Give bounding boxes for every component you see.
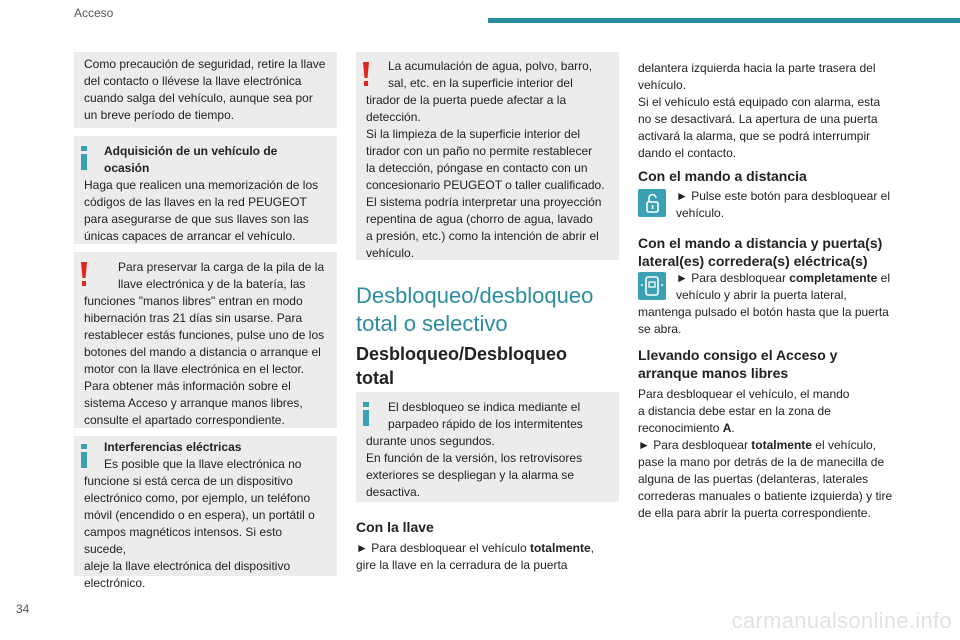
heading-with-key: Con la llave bbox=[356, 519, 434, 535]
text-line: funciones "manos libres" entran en modo bbox=[84, 294, 303, 308]
text-line: vehículo y abrir la puerta lateral, bbox=[676, 288, 847, 302]
warning-icon bbox=[362, 62, 370, 86]
note-box-precaution bbox=[74, 52, 337, 128]
heading-sliding-door bbox=[638, 234, 882, 270]
header-accent-bar bbox=[488, 18, 960, 23]
text-line: se abra. bbox=[638, 322, 682, 336]
paragraph-hands-free bbox=[638, 386, 938, 522]
text-line: activará la alarma, que se podrá interrumpir bbox=[638, 129, 871, 143]
info-box-interference bbox=[74, 436, 337, 590]
text-line: Es posible que la llave electrónica no bbox=[104, 457, 302, 471]
text-run: . bbox=[731, 421, 735, 435]
paragraph-sliding-door bbox=[638, 270, 938, 338]
text-run: el bbox=[877, 271, 890, 285]
text-line: botones del mando a distancia o arranque el bbox=[84, 345, 321, 359]
info-icon bbox=[362, 402, 370, 426]
text-line: un breve período de tiempo. bbox=[84, 108, 235, 122]
text-line: delantera izquierda hacia la parte trasera del bbox=[638, 61, 876, 75]
text-line: En función de la versión, los retrovisores bbox=[366, 451, 583, 465]
text-run: , bbox=[590, 541, 595, 555]
text-line: La acumulación de agua, polvo, barro, bbox=[388, 59, 593, 73]
text-line: detección. bbox=[366, 110, 421, 124]
text-run-bold: completamente bbox=[789, 271, 878, 285]
subsection-title-line: total bbox=[356, 368, 394, 388]
text-line: vehículo. bbox=[638, 78, 687, 92]
text-line: mantenga pulsado el botón hasta que la puerta bbox=[638, 305, 889, 319]
text-line: cuando salga del vehículo, aunque sea por bbox=[84, 91, 313, 105]
text-run: ► Para desbloquear el vehículo bbox=[356, 541, 530, 555]
text-line: Para preservar la carga de la pila de la bbox=[118, 260, 325, 274]
text-line: campos magnéticos intensos. Si esto sucede, bbox=[84, 525, 283, 556]
text-line: sistema Acceso y arranque manos libres, bbox=[84, 396, 303, 410]
warning-box-water bbox=[356, 52, 619, 260]
text-line: correderas manuales o batiente izquierda) y tire bbox=[638, 489, 893, 503]
text-line: Si la limpieza de la superficie interior del bbox=[366, 127, 581, 141]
info-box-acquisition bbox=[74, 136, 337, 244]
text-line: motor con la llave electrónica en el lector. bbox=[84, 362, 305, 376]
section-title-line: Desbloqueo/desbloqueo bbox=[356, 283, 594, 308]
info-box-unlock-signal bbox=[356, 392, 619, 502]
text-run-bold: totalmente bbox=[529, 541, 591, 555]
header-section: Acceso bbox=[74, 6, 114, 20]
text-line: pase la mano por detrás de la de manecilla de bbox=[638, 455, 885, 469]
unlock-button-icon bbox=[638, 189, 666, 217]
text-line: a distancia debe estar en la zona de bbox=[638, 404, 831, 418]
warning-icon bbox=[80, 262, 88, 286]
text-line: ► Pulse este botón para desbloquear el bbox=[676, 189, 891, 203]
text-line: vehículo. bbox=[366, 246, 415, 260]
info-icon bbox=[80, 444, 88, 468]
text-line: exteriores se despliegan y la alarma se bbox=[366, 468, 575, 482]
paragraph-remote bbox=[676, 188, 946, 222]
text-line: llave electrónica y de la batería, las bbox=[118, 277, 306, 291]
text-line: hibernación tras 21 días sin usarse. Para bbox=[84, 311, 303, 325]
text-line: móvil (encendido o en espera), un portátil o bbox=[84, 508, 315, 522]
text-line: Haga que realicen una memorización de los bbox=[84, 178, 319, 192]
text-run: ► Para desbloquear bbox=[638, 438, 752, 452]
text-line: El sistema podría interpretar una proyección bbox=[366, 195, 602, 209]
text-line: sal, etc. en la superficie interior del bbox=[388, 76, 573, 90]
text-line: códigos de las llaves en la red PEUGEOT bbox=[84, 195, 307, 209]
text-run: el vehículo, bbox=[811, 438, 877, 452]
text-line: concesionario PEUGEOT o taller cualificado. bbox=[366, 178, 605, 192]
watermark: carmanualsonline.info bbox=[731, 608, 952, 633]
text-line: Si el vehículo está equipado con alarma, esta bbox=[638, 95, 881, 109]
text-line: alguna de las puertas (delanteras, laterales bbox=[638, 472, 869, 486]
text-line: durante unos segundos. bbox=[366, 434, 495, 448]
text-line: repentina de agua (chorro de agua, lavado bbox=[366, 212, 593, 226]
text-line: vehículo. bbox=[676, 206, 725, 220]
text-line: electrónico como, por ejemplo, un teléfono bbox=[84, 491, 311, 505]
text-line: Para obtener más información sobre el bbox=[84, 379, 291, 393]
heading-remote: Con el mando a distancia bbox=[638, 168, 807, 184]
text-run-bold: totalmente bbox=[751, 438, 812, 452]
heading-line: Con el mando a distancia y puerta(s) bbox=[638, 235, 883, 251]
heading-line: arranque manos libres bbox=[638, 365, 789, 381]
text-line: consulte el apartado correspondiente. bbox=[84, 413, 285, 427]
text-line: desactiva. bbox=[366, 485, 421, 499]
text-line: aleje la llave electrónica del dispositivo bbox=[84, 559, 291, 573]
info-title: ocasión bbox=[104, 161, 150, 175]
text-line: Como precaución de seguridad, retire la llave bbox=[84, 57, 326, 71]
text-line: no se desactivará. La apertura de una puerta bbox=[638, 112, 878, 126]
text-line: de ella para abrir la puerta correspondiente. bbox=[638, 506, 871, 520]
text-run-bold: A bbox=[722, 421, 732, 435]
info-title: Interferencias eléctricas bbox=[104, 440, 242, 454]
text-line: la detección, póngase en contacto con un bbox=[366, 161, 588, 175]
heading-line: lateral(es) corredera(s) eléctrica(s) bbox=[638, 253, 868, 269]
text-line: electrónico. bbox=[84, 576, 146, 590]
section-title bbox=[356, 282, 593, 338]
page-number: 34 bbox=[16, 602, 30, 616]
text-line: únicas capaces de arrancar el vehículo. bbox=[84, 229, 296, 243]
text-line: restablecer estás funciones, pulse uno de los bbox=[84, 328, 325, 342]
text-line: del contacto o llévese la llave electrónica bbox=[84, 74, 302, 88]
text-run: ► Para desbloquear bbox=[676, 271, 790, 285]
heading-hands-free bbox=[638, 346, 837, 382]
info-icon bbox=[80, 146, 88, 170]
text-line: parpadeo rápido de los intermitentes bbox=[388, 417, 583, 431]
text-run: reconocimiento bbox=[638, 421, 723, 435]
paragraph-key bbox=[356, 540, 619, 574]
text-line: para asegurarse de que sus llaves son las bbox=[84, 212, 309, 226]
heading-line: Llevando consigo el Acceso y bbox=[638, 347, 838, 363]
text-line: funcione si está cerca de un dispositivo bbox=[84, 474, 293, 488]
warning-box-battery bbox=[74, 252, 337, 428]
info-title: Adquisición de un vehículo de bbox=[104, 144, 278, 158]
text-line: tirador de la puerta puede afectar a la bbox=[366, 93, 567, 107]
text-line: gire la llave en la cerradura de la puerta bbox=[356, 558, 568, 572]
text-line: dando el contacto. bbox=[638, 146, 737, 160]
text-line: El desbloqueo se indica mediante el bbox=[388, 400, 581, 414]
text-line: tirador con un paño no permite restablecer bbox=[366, 144, 593, 158]
text-line: a presión, etc.) como la intención de abrir el bbox=[366, 229, 599, 243]
text-line: Para desbloquear el vehículo, el mando bbox=[638, 387, 850, 401]
paragraph-continued bbox=[638, 60, 938, 162]
subsection-title bbox=[356, 342, 567, 390]
subsection-title-line: Desbloqueo/Desbloqueo bbox=[356, 344, 568, 364]
section-title-line: total o selectivo bbox=[356, 311, 508, 336]
